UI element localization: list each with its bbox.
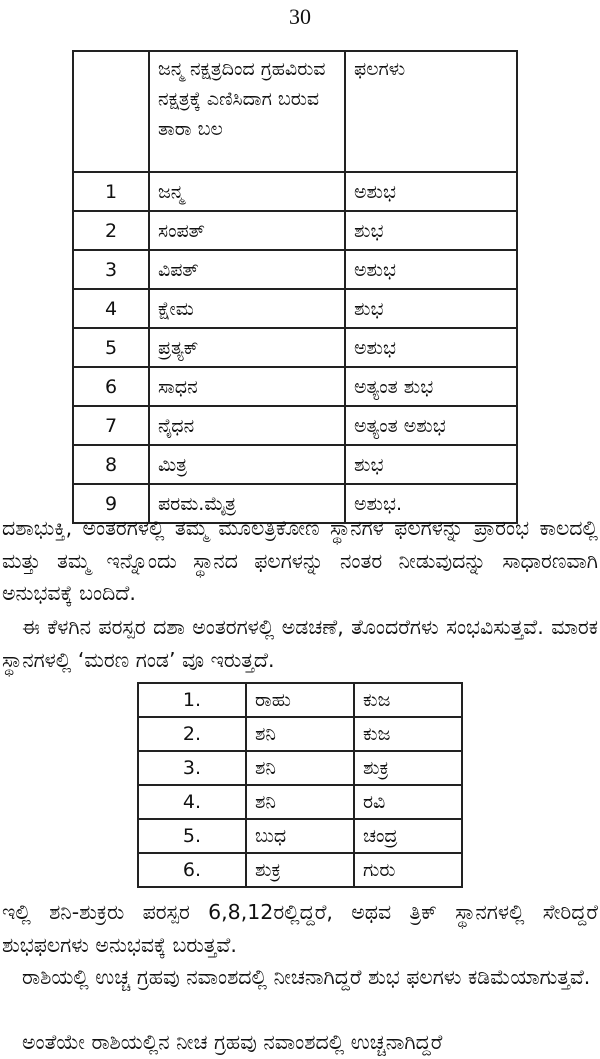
table-cell: ಅಶುಭ (345, 250, 517, 289)
tara-bala-table (72, 50, 518, 524)
table-cell: 5 (73, 328, 149, 367)
table-row (73, 445, 517, 484)
table-cell: 6 (73, 367, 149, 406)
paragraph: ಈ ಕೆಳಗಿನ ಪರಸ್ಪರ ದಶಾ ಅಂತರಗಳಲ್ಲಿ ಅಡಚಣೆ, ತೊಂದರೆಗಳು ಸಂಭವಿಸುತ್ತವೆ. ಮಾರಕ ಸ್ಥಾನಗಳಲ್ಲಿ ‘ಮರಣ ಗಂಡ’ ವೂ ಇರುತ್ತದೆ. (2, 615, 598, 672)
table-cell: 8 (73, 445, 149, 484)
table-cell: ಶನಿ (246, 751, 354, 785)
table-cell: ಶನಿ (246, 717, 354, 751)
header-cell: ಫಲಗಳು (345, 51, 517, 172)
table-row (73, 367, 517, 406)
table-cell: ಕ್ಷೇಮ (149, 289, 345, 328)
table-cell: ಬುಧ (246, 819, 354, 853)
table-cell: ಅತ್ಯಂತ ಶುಭ (345, 367, 517, 406)
dasha-pairs-table (137, 682, 463, 888)
table-cell: ಶನಿ (246, 785, 354, 819)
table-row (73, 211, 517, 250)
paragraph: ದಶಾಭುಕ್ತಿ, ಅಂತರಗಳಲ್ಲಿ ತಮ್ಮ ಮೂಲತ್ರಿಕೋಣ ಸ್ಥಾನಗಳ ಫಲಗಳನ್ನು ಪ್ರಾರಂಭ ಕಾಲದಲ್ಲಿ ಮತ್ತು ತಮ್ಮ ಇನ್ನೊಂದು ಸ್ಥಾನದ ಫಲಗಳನ್ನು ನಂತರ ನೀಡುವುದನ್ನು ಸಾಧಾರಣವಾಗಿ ಅನುಭವಕ್ಕೆ ಬಂದಿದೆ. (2, 516, 598, 605)
paragraph: ಇಲ್ಲಿ ಶನಿ-ಶುಕ್ರರು ಪರಸ್ಪರ 6,8,12ರಲ್ಲಿದ್ದರೆ, ಅಥವ ತ್ರಿಕ್ ಸ್ಥಾನಗಳಲ್ಲಿ ಸೇರಿದ್ದರೆ ಶುಭಫಲಗಳು ಅನುಭವಕ್ಕೆ ಬರುತ್ತವೆ. (2, 900, 598, 957)
table-cell: 3 (73, 250, 149, 289)
page-number: 30 (289, 4, 311, 29)
table-row (73, 250, 517, 289)
table-cell: ಅಶುಭ (345, 172, 517, 211)
table-cell: 6. (138, 853, 246, 887)
table-cell: ಶುಭ (345, 445, 517, 484)
paragraph: ಅಂತೆಯೇ ರಾಶಿಯಲ್ಲಿನ ನೀಚ ಗ್ರಹವು ನವಾಂಶದಲ್ಲಿ ಉಚ್ಚನಾಗಿದ್ದರೆ (22, 1030, 443, 1054)
table-cell: ರಾಹು (246, 683, 354, 717)
table-cell: ಶುಭ (345, 211, 517, 250)
table-cell: 1 (73, 172, 149, 211)
table-cell: ಶುಕ್ರ (354, 751, 462, 785)
table-cell: ಸಂಪತ್ (149, 211, 345, 250)
table-cell: 7 (73, 406, 149, 445)
table-row (73, 172, 517, 211)
header-cell (73, 51, 149, 172)
table-cell: 1. (138, 683, 246, 717)
table-cell: ಪ್ರತ್ಯಕ್ (149, 328, 345, 367)
table-cell: ಕುಜ (354, 717, 462, 751)
table-row (138, 751, 462, 785)
table-row (73, 328, 517, 367)
table-cell: ಅತ್ಯಂತ ಅಶುಭ (345, 406, 517, 445)
table-cell: ಚಂದ್ರ (354, 819, 462, 853)
table-cell: 5. (138, 819, 246, 853)
table-cell: 2. (138, 717, 246, 751)
table-cell: 3. (138, 751, 246, 785)
table-row (73, 289, 517, 328)
table-row (138, 819, 462, 853)
table-row (138, 683, 462, 717)
table-cell: ನೈಧನ (149, 406, 345, 445)
table-cell: ಗುರು (354, 853, 462, 887)
table-cell: ವಿಪತ್ (149, 250, 345, 289)
paragraph: ರಾಶಿಯಲ್ಲಿ ಉಚ್ಚ ಗ್ರಹವು ನವಾಂಶದಲ್ಲಿ ನೀಚನಾಗಿದ್ದರೆ ಶುಭ ಫಲಗಳು ಕಡಿಮೆಯಾಗುತ್ತವೆ. (22, 965, 591, 989)
table-cell: ಶುಭ (345, 289, 517, 328)
table-cell: ಸಾಧನ (149, 367, 345, 406)
table-row (138, 853, 462, 887)
header-cell: ಜನ್ಮ ನಕ್ಷತ್ರದಿಂದ ಗ್ರಹವಿರುವ ನಕ್ಷತ್ರಕ್ಕೆ ಎಣಿಸಿದಾಗ ಬರುವ ತಾರಾ ಬಲ (149, 51, 345, 172)
table-cell: ಅಶುಭ (345, 328, 517, 367)
table-cell: ಶುಕ್ರ (246, 853, 354, 887)
table-cell: 4. (138, 785, 246, 819)
table-cell: 2 (73, 211, 149, 250)
table-row (73, 406, 517, 445)
table-row (138, 785, 462, 819)
table-cell: ರವಿ (354, 785, 462, 819)
table-cell: ಕುಜ (354, 683, 462, 717)
table-cell: ಅಶುಭ. (345, 484, 517, 523)
table-row (138, 717, 462, 751)
table-cell: 4 (73, 289, 149, 328)
table-cell: ಪರಮ.ಮೈತ್ರ (149, 484, 345, 523)
table-cell: ಜನ್ಮ (149, 172, 345, 211)
table-header-row (73, 51, 517, 172)
table-cell: ಮಿತ್ರ (149, 445, 345, 484)
table-cell: 9 (73, 484, 149, 523)
